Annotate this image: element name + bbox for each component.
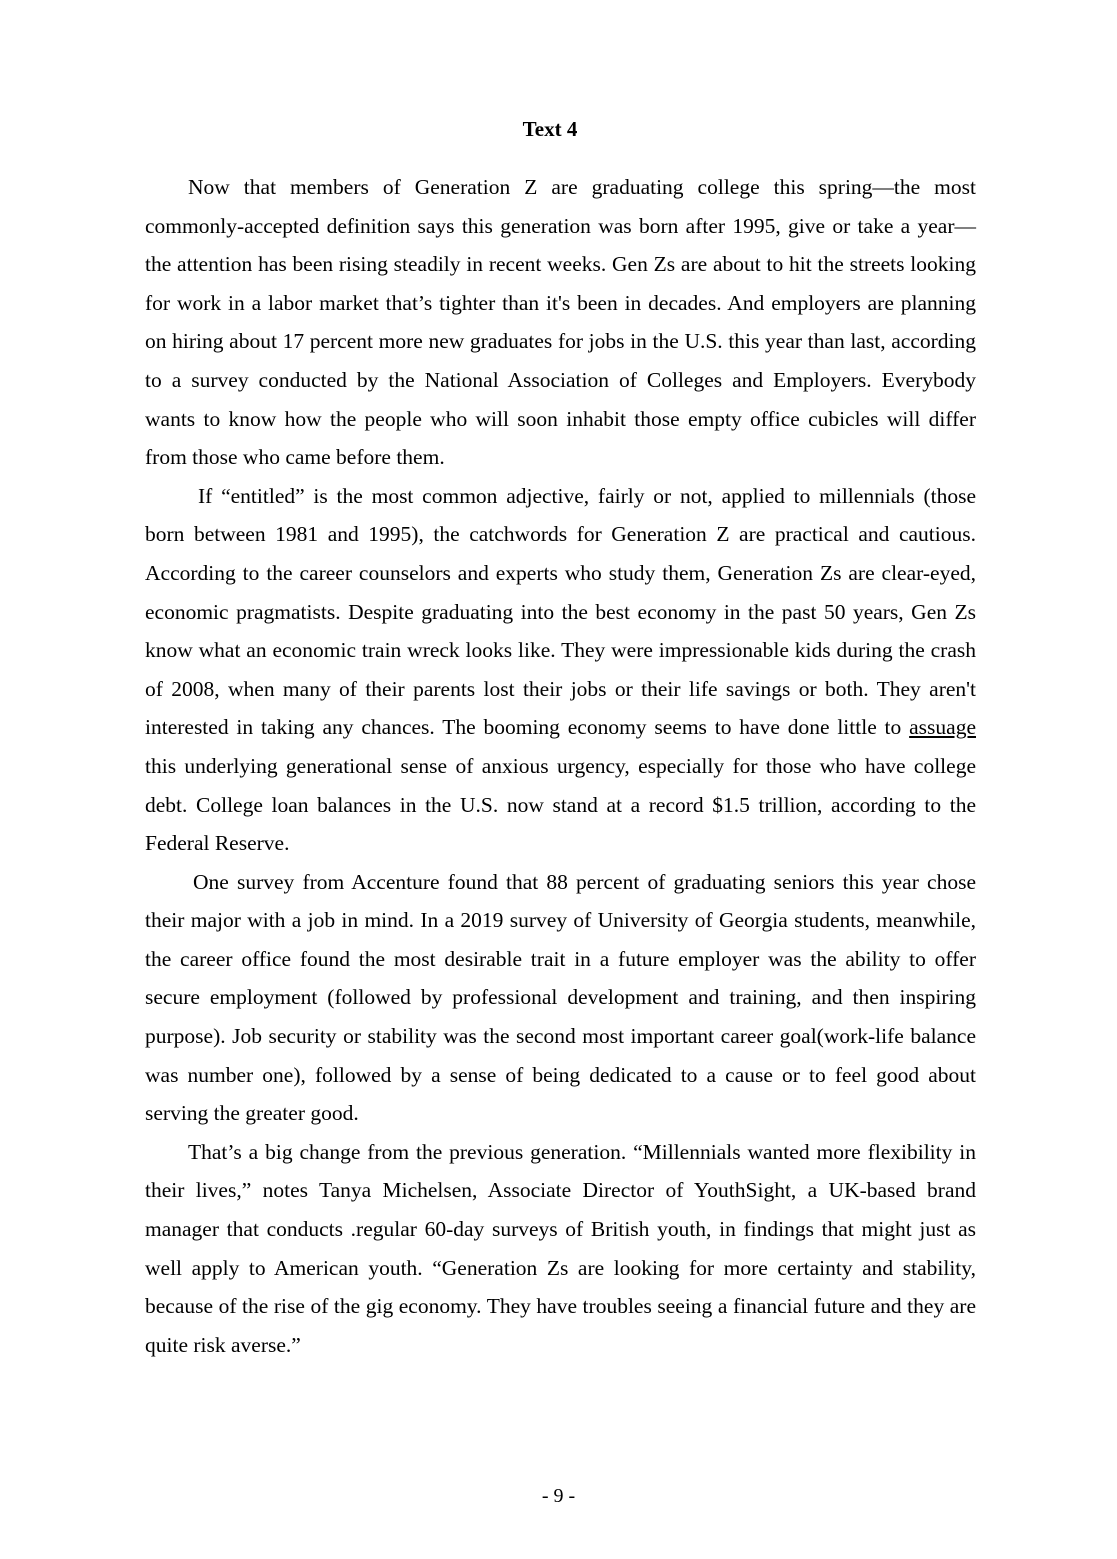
paragraph-2 [145, 477, 976, 863]
paragraph-2-text-after: this underlying generational sense of anxious urgency, especially for those who have college debt. College loan balances in the U.S. now stand at a record $1.5 trillion, according to the Federal Reserve. [145, 753, 976, 856]
page-number: - 9 - [541, 1485, 576, 1507]
underlined-vocabulary-word: assuage [909, 715, 976, 740]
paragraph-1: Now that members of Generation Z are graduating college this spring—the most commonly-accepted definition says this generation was born after 1995, give or take a year—the attention has been rising steadily in recent weeks. Gen Zs are about to hit the streets looking for work in a labor market that’s tighter than it's been in decades. And employers are planning on hiring about 17 percent more new graduates for jobs in the U.S. this year than last, according to a survey conducted by the National Association of Colleges and Employers. Everybody wants to know how the people who will soon inhabit those empty office cubicles will differ from those who came before them. [145, 175, 976, 470]
article-body [145, 168, 976, 1364]
paragraph-4: That’s a big change from the previous generation. “Millennials wanted more flexibility in their lives,” notes Tanya Michelsen, Associate Director of YouthSight, a UK-based brand manager that conducts .regular 60-day surveys of British youth, in findings that might just as well apply to American youth. “Generation Zs are looking for more certainty and stability, because of the rise of the gig economy. They have troubles seeing a financial future and they are quite risk averse.” [145, 1139, 976, 1357]
paragraph-2-text-before: If “entitled” is the most common adjective, fairly or not, applied to millennials (those born between 1981 and 1995), the catchwords for Generation Z are practical and cautious. According to the career counselors and experts who study them, Generation Zs are clear-eyed, economic pragmatists. Despite graduating into the best economy in the past 50 years, Gen Zs know what an economic train wreck looks like. They were impressionable kids during the crash of 2008, when many of their parents lost their jobs or their life savings or both. They aren't interested in taking any chances. The booming economy seems to have done little to [145, 483, 976, 740]
paragraph-3: One survey from Accenture found that 88 percent of graduating seniors this year chose their major with a job in mind. In a 2019 survey of University of Georgia students, meanwhile, the career office found the most desirable trait in a future employer was the ability to offer secure employment (followed by professional development and training, and then inspiring purpose). Job security or stability was the second most important career goal(work-life balance was number one), followed by a sense of being dedicated to a cause or to feel good about serving the greater good. [145, 869, 976, 1126]
document-title: Text 4 [522, 117, 578, 141]
